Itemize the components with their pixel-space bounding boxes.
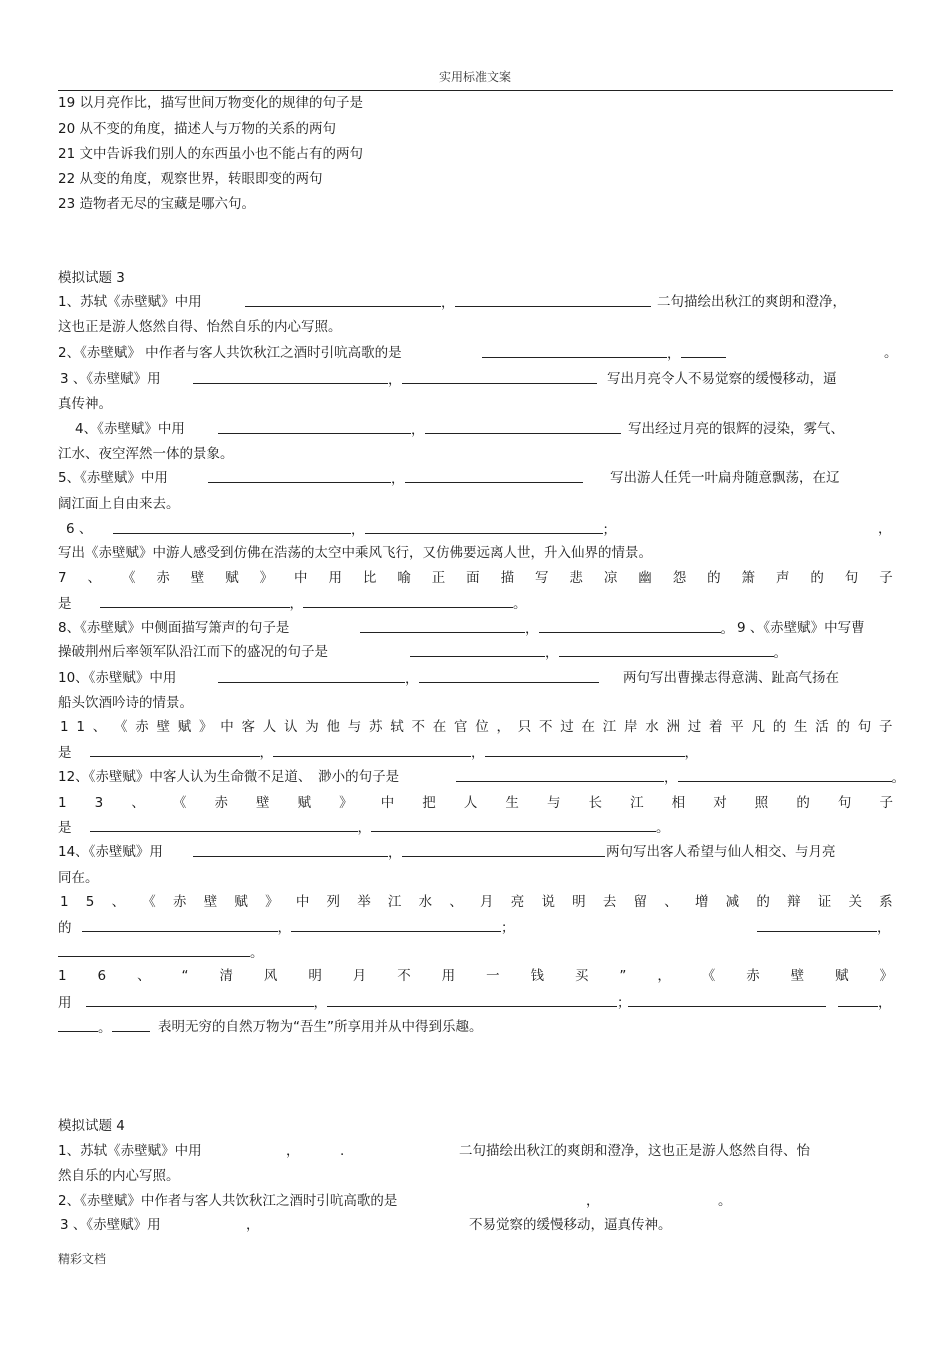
question-21: 21 文中告诉我们别人的东西虽小也不能占有的两句 <box>58 146 363 162</box>
char: “ <box>181 968 189 984</box>
section3-title: 模拟试题 3 <box>58 270 125 286</box>
s3-q6-comma: ， <box>878 521 892 537</box>
char: 江 <box>630 795 644 811</box>
s3-q1-blanks[interactable]: ， <box>245 293 651 312</box>
s3-q2-period: 。 <box>884 345 898 361</box>
char: 1 <box>60 894 69 910</box>
char: 月 <box>480 894 494 910</box>
char: 凡 <box>751 719 765 735</box>
s3-q14-prompt: 14、《赤壁赋》用 <box>58 844 163 860</box>
char: 赤 <box>746 968 760 984</box>
question-19: 19 以月亮作比，描写世间万物变化的规律的句子是 <box>58 95 363 111</box>
char: 正 <box>431 570 446 586</box>
s3-q1-cont: 这也正是游人悠然自得、怡然自乐的内心写照。 <box>58 319 342 335</box>
s3-q7-prompt <box>58 569 893 587</box>
char: 1 <box>60 719 69 735</box>
char: 壁 <box>190 570 205 586</box>
s3-q1-prompt: 1、苏轼《赤壁赋》中用 <box>58 294 202 310</box>
s3-q5-text: 写出游人任凭一叶扁舟随意飘荡，在辽 <box>610 470 840 486</box>
s3-q3-text: 写出月亮令人不易觉察的缓慢移动，逼 <box>607 371 837 387</box>
char: 人 <box>262 719 277 735</box>
char: ” <box>619 968 627 984</box>
char: 的 <box>756 894 770 910</box>
char: 》 <box>198 719 213 735</box>
char: 壁 <box>790 968 805 984</box>
char: 说 <box>541 894 555 910</box>
s3-q16-text2: 表明无穷的自然万物为“吾生”所享用并从中得到乐趣。 <box>158 1019 483 1035</box>
char: 子 <box>879 570 893 586</box>
char: 6 <box>97 968 107 984</box>
char: 认 <box>283 719 298 735</box>
char: 》 <box>879 968 893 984</box>
s3-q9-prompt: 9 、《赤壁赋》中写曹 <box>737 620 865 636</box>
s3-q10-blanks[interactable]: ， <box>218 669 599 688</box>
s3-q11-prompt <box>60 718 893 736</box>
s4-q2-comma: ， <box>586 1193 600 1209</box>
s3-q16-blank3[interactable] <box>628 993 826 1012</box>
char: 凉 <box>603 570 618 586</box>
char: 《 <box>172 795 187 811</box>
char: 洲 <box>666 719 680 735</box>
char: 列 <box>326 894 341 910</box>
char: 赤 <box>135 719 149 735</box>
s3-q13-prompt <box>58 794 893 812</box>
char: 在 <box>581 719 595 735</box>
char: 去 <box>602 894 617 910</box>
char: 只 <box>517 719 532 735</box>
char: 生 <box>505 795 519 811</box>
char: ， <box>496 719 510 735</box>
char: 一 <box>486 968 500 984</box>
char: 句 <box>844 570 859 586</box>
s4-q1-cont: 然自乐的内心写照。 <box>58 1168 180 1184</box>
char: 相 <box>671 795 686 811</box>
s3-q14-cont: 同在。 <box>58 870 99 886</box>
char: 客 <box>241 719 255 735</box>
s3-q7-cont[interactable]: 是 ， 。 <box>58 596 527 612</box>
s4-q3-text: 不易觉察的缓慢移动，逼真传神。 <box>469 1217 672 1233</box>
char: 平 <box>730 719 744 735</box>
char: 幽 <box>638 570 652 586</box>
char: 、 <box>137 968 151 984</box>
char: 声 <box>775 570 790 586</box>
char: 句 <box>857 719 872 735</box>
char: 面 <box>466 570 480 586</box>
char: 5 <box>85 894 95 910</box>
char: 、 <box>449 894 463 910</box>
char: 的 <box>810 570 824 586</box>
char: 位 <box>475 719 489 735</box>
char: 描 <box>500 570 515 586</box>
s3-q16-cont2[interactable]: 。 <box>58 1018 150 1037</box>
char: 辩 <box>787 894 801 910</box>
s3-q14-blanks[interactable]: ， <box>193 843 605 862</box>
s4-q3-comma: ， <box>246 1217 260 1233</box>
char: 赤 <box>214 795 228 811</box>
s3-q4-blanks[interactable]: ， <box>218 420 621 439</box>
char: 怨 <box>672 570 687 586</box>
s3-q14-text: 两句写出客人希望与仙人相交、与月亮 <box>606 844 836 860</box>
char: 1 <box>58 968 67 984</box>
s3-q3-cont: 真传神。 <box>58 396 112 412</box>
char: 比 <box>362 570 377 586</box>
s4-q1-dot: . <box>340 1143 345 1159</box>
char: 买 <box>574 968 589 984</box>
char: 轼 <box>390 719 404 735</box>
char: 的 <box>796 795 810 811</box>
s3-q8-blanks[interactable]: ， 。 <box>360 619 734 638</box>
char: 赋 <box>225 570 239 586</box>
s4-q2-period: 。 <box>718 1193 732 1209</box>
char: 《 <box>142 894 156 910</box>
s3-q16-blank4[interactable]: ， <box>838 993 892 1012</box>
char: 的 <box>772 719 787 735</box>
s3-q9-blanks[interactable]: ， 。 <box>410 643 787 662</box>
char: 、 <box>92 719 107 735</box>
char: 1 <box>58 795 67 811</box>
char: ， <box>657 968 671 984</box>
s3-q6-cont: 写出《赤壁赋》中游人感受到仿佛在浩荡的太空中乘风飞行，又仿佛要远离人世，升入仙界的情景。 <box>58 545 652 561</box>
s4-q1-prompt: 1、苏轼《赤壁赋》中用 <box>58 1143 202 1159</box>
s3-q2-prompt: 2、《赤壁赋》 中作者与客人共饮秋江之酒时引吭高歌的是 <box>58 345 402 361</box>
s3-q2-blanks[interactable]: ， <box>482 344 726 363</box>
char: 《 <box>701 968 716 984</box>
char: 风 <box>263 968 278 984</box>
char: 《 <box>113 719 128 735</box>
char: 的 <box>707 570 721 586</box>
char: 》 <box>339 795 353 811</box>
char: 壁 <box>156 719 170 735</box>
char: 中 <box>295 894 310 910</box>
char: 江 <box>602 719 617 735</box>
char: 与 <box>347 719 362 735</box>
char: 中 <box>294 570 308 586</box>
char: 7 <box>58 570 67 586</box>
char: 官 <box>453 719 468 735</box>
char: 岸 <box>623 719 638 735</box>
char: 赤 <box>173 894 187 910</box>
char: 系 <box>879 894 893 910</box>
s3-q5-prompt: 5、《赤壁赋》中用 <box>58 470 168 486</box>
char: 赋 <box>835 968 849 984</box>
char: 过 <box>560 719 574 735</box>
char: 用 <box>328 570 342 586</box>
char: 着 <box>708 719 723 735</box>
s3-q10-cont: 船头饮酒吟诗的情景。 <box>58 695 193 711</box>
question-23: 23 造物者无尽的宝藏是哪六句。 <box>58 196 255 212</box>
char: 把 <box>422 795 436 811</box>
char: 用 <box>441 968 456 984</box>
s3-q3-blanks[interactable]: ， <box>193 370 597 389</box>
char: 对 <box>713 795 727 811</box>
char: 中 <box>220 719 234 735</box>
char: 《 <box>121 570 136 586</box>
s3-q3-prompt: 3 、《赤壁赋》用 <box>60 371 161 387</box>
char: 举 <box>357 894 371 910</box>
char: 、 <box>87 570 102 586</box>
s3-q4-text: 写出经过月亮的银辉的浸染，雾气、 <box>628 421 844 437</box>
s4-q2-prompt: 2、《赤壁赋》中作者与客人共饮秋江之酒时引吭高歌的是 <box>58 1193 398 1209</box>
char: 中 <box>380 795 395 811</box>
s3-q16-cont[interactable]: 用 ， ； <box>58 995 631 1011</box>
char: 生 <box>793 719 808 735</box>
char: 》 <box>265 894 279 910</box>
char: 》 <box>259 570 274 586</box>
char: 减 <box>725 894 740 910</box>
char: 子 <box>878 719 893 735</box>
section4-title: 模拟试题 4 <box>58 1118 125 1134</box>
s3-q15-prompt <box>60 893 893 911</box>
s3-q15-cont[interactable]: 的 ， ； <box>58 920 515 936</box>
s3-q8-prompt: 8、《赤壁赋》中侧面描写箫声的句子是 <box>58 620 290 636</box>
char: 与 <box>546 795 561 811</box>
char: 江 <box>387 894 402 910</box>
char: 悲 <box>569 570 583 586</box>
s3-q5-cont: 阔江面上自由来去。 <box>58 496 180 512</box>
char: 关 <box>848 894 862 910</box>
char: 在 <box>432 719 447 735</box>
char: 不 <box>397 968 411 984</box>
s3-q10-prompt: 10、《赤壁赋》中用 <box>58 670 177 686</box>
s3-q10-text: 两句写出曹操志得意满、趾高气扬在 <box>623 670 839 686</box>
s3-q6-prompt: 6 、 <box>66 521 93 537</box>
char: 钱 <box>530 968 544 984</box>
char: 不 <box>411 719 425 735</box>
char: 喻 <box>397 570 411 586</box>
s3-q12-blanks[interactable]: ， 。 <box>456 768 905 787</box>
char: 写 <box>535 570 549 586</box>
page-footer: 精彩文档 <box>58 1252 107 1266</box>
char: 赋 <box>234 894 248 910</box>
char: 壁 <box>203 894 218 910</box>
char: 、 <box>111 894 126 910</box>
s3-q16-prompt <box>58 967 893 985</box>
s4-q1-text: 二句描绘出秋江的爽朗和澄净，这也正是游人悠然自得、怡 <box>459 1143 810 1159</box>
s3-q9-cont: 操破荆州后率领军队沿江而下的盛况的句子是 <box>58 644 328 660</box>
char: 水 <box>645 719 659 735</box>
s3-q11-cont[interactable]: 是 ， ， ， <box>58 745 698 761</box>
char: 明 <box>572 894 586 910</box>
char: 赤 <box>156 570 170 586</box>
question-20: 20 从不变的角度，描述人与万物的关系的两句 <box>58 121 336 137</box>
s3-q4-prompt: 4、《赤壁赋》中用 <box>75 421 185 437</box>
char: 不 <box>538 719 553 735</box>
char: 照 <box>754 795 769 811</box>
char: 留 <box>633 894 648 910</box>
char: 、 <box>131 795 145 811</box>
question-22: 22 从变的角度，观察世界，转眼即变的两句 <box>58 171 323 187</box>
s4-q3-prompt: 3 、《赤壁赋》用 <box>60 1217 161 1233</box>
s3-q12-prompt: 12、《赤壁赋》中客人认为生命微不足道、 渺小的句子是 <box>58 769 400 785</box>
char: 子 <box>879 795 893 811</box>
page-header: 实用标准文案 <box>438 70 511 84</box>
header-rule <box>58 90 893 91</box>
s3-q13-cont[interactable]: 是 ， 。 <box>58 820 670 836</box>
char: 赋 <box>177 719 192 735</box>
char: 清 <box>219 968 233 984</box>
char: 苏 <box>368 719 383 735</box>
char: 赋 <box>297 795 312 811</box>
char: 3 <box>94 795 104 811</box>
char: 1 <box>76 719 85 735</box>
char: 为 <box>305 719 319 735</box>
char: 他 <box>326 719 340 735</box>
s3-q15-blank4[interactable]: 。 <box>58 943 264 962</box>
char: 人 <box>463 795 478 811</box>
s3-q15-blank3[interactable]: ， <box>757 918 891 937</box>
char: 增 <box>694 894 709 910</box>
char: 过 <box>687 719 702 735</box>
char: 月 <box>352 968 367 984</box>
char: 亮 <box>510 894 525 910</box>
char: 长 <box>588 795 602 811</box>
s3-q1-text: 二句描绘出秋江的爽朗和澄净， <box>657 294 846 310</box>
s3-q5-blanks[interactable]: ， <box>208 469 583 488</box>
char: 的 <box>836 719 850 735</box>
char: 壁 <box>256 795 270 811</box>
char: 活 <box>815 719 829 735</box>
s3-q6-blanks[interactable]: ， ； <box>113 520 616 539</box>
char: 、 <box>664 894 678 910</box>
char: 箫 <box>741 570 756 586</box>
char: 明 <box>308 968 322 984</box>
s4-q1-comma: ， <box>286 1143 300 1159</box>
char: 水 <box>418 894 433 910</box>
char: 句 <box>837 795 852 811</box>
s3-q4-cont: 江水、夜空浑然一体的景象。 <box>58 446 234 462</box>
char: 证 <box>817 894 832 910</box>
